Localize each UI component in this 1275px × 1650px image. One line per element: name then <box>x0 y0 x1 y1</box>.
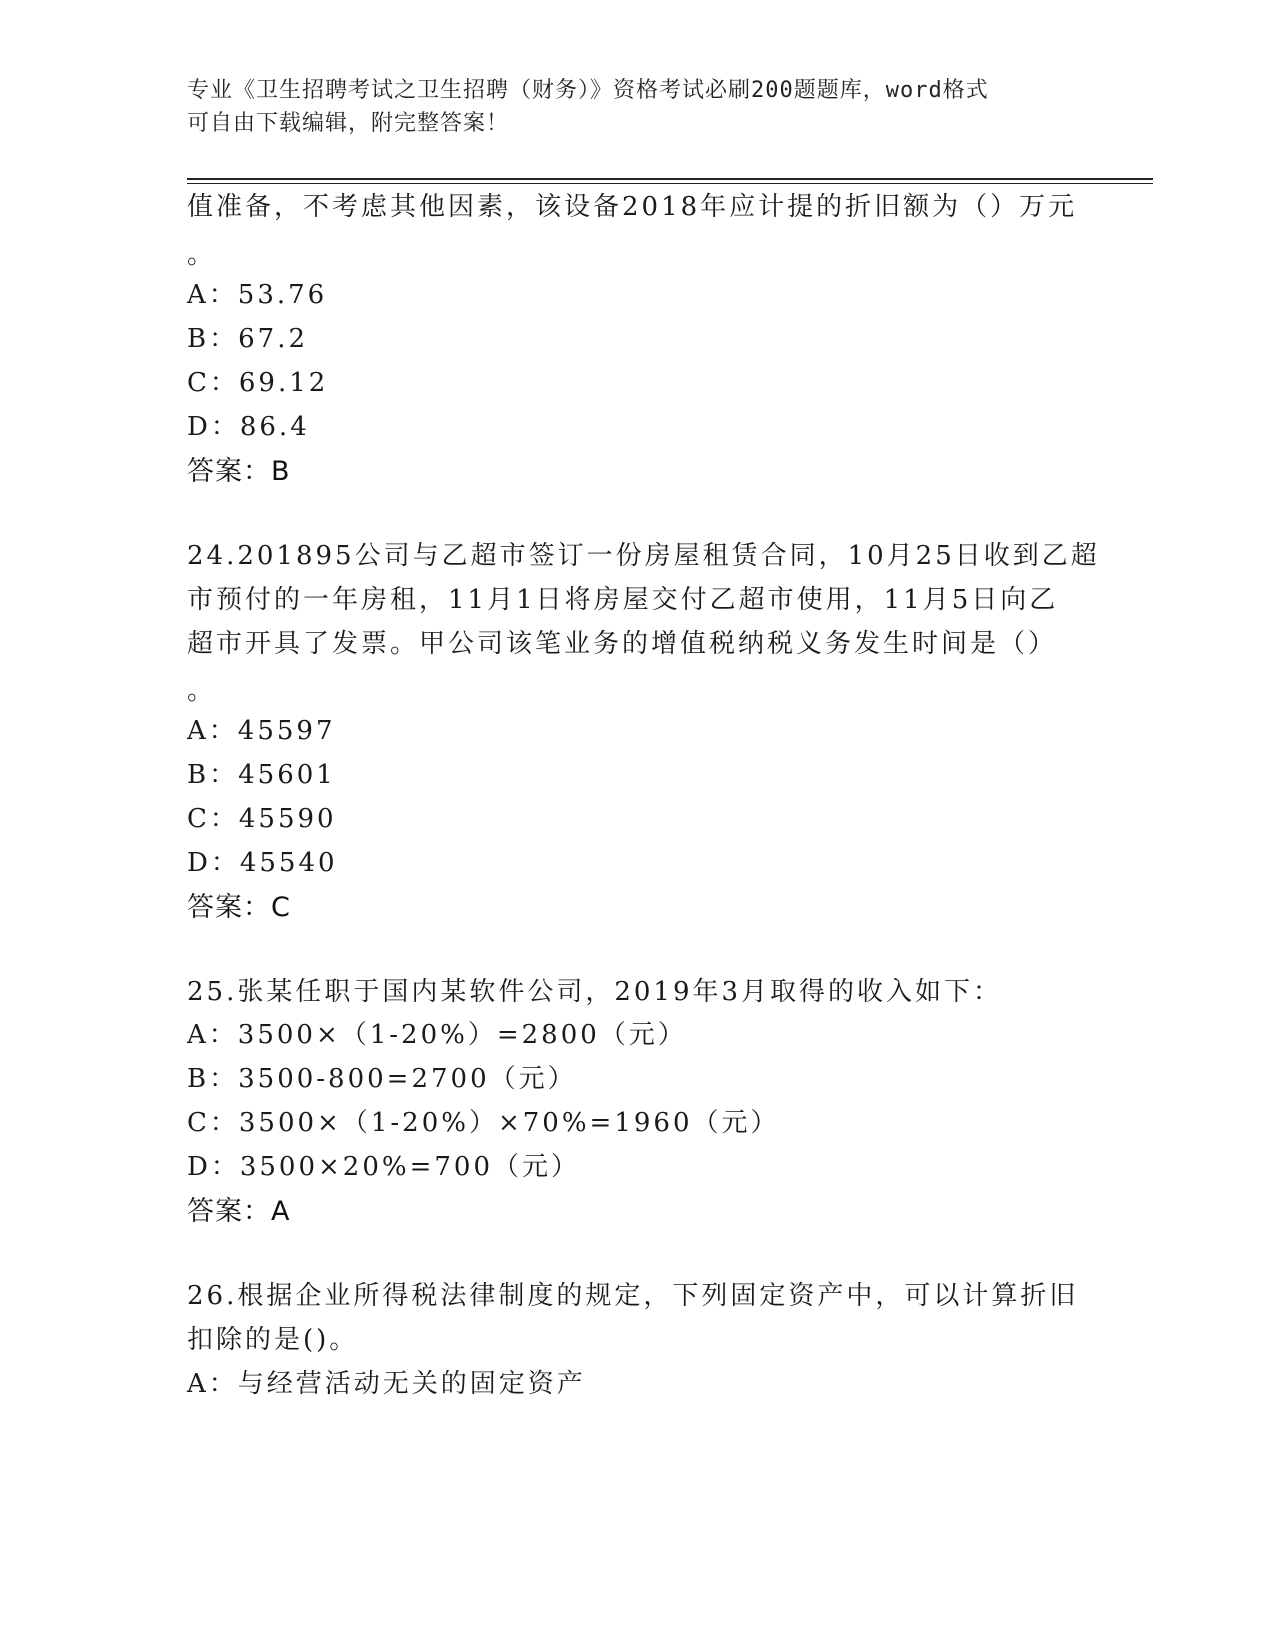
option-b: B：45601 <box>187 760 336 790</box>
question-text-line: 超市开具了发票。甲公司该笔业务的增值税纳税义务发生时间是（） <box>187 629 1058 659</box>
option-d: D：45540 <box>187 848 338 878</box>
question-text-line: 。 <box>187 240 217 270</box>
option-d: D：86.4 <box>187 412 310 442</box>
option-b: B：67.2 <box>187 324 308 354</box>
option-c: C：69.12 <box>187 368 329 398</box>
header-divider-thick <box>187 178 1153 180</box>
option-c: C：45590 <box>187 804 337 834</box>
answer-label: 答案：A <box>187 1196 291 1227</box>
option-b: B：3500-800=2700（元） <box>187 1064 577 1094</box>
answer-label: 答案：B <box>187 456 291 487</box>
header-title-line-1: 专业《卫生招聘考试之卫生招聘（财务）》资格考试必刷200题题库，word格式 <box>187 78 989 103</box>
option-a: A：53.76 <box>187 280 328 310</box>
question-text-line: 26.根据企业所得税法律制度的规定，下列固定资产中，可以计算折旧 <box>187 1281 1079 1311</box>
question-text-line: 24.201895公司与乙超市签订一份房屋租赁合同，10月25日收到乙超 <box>187 541 1100 571</box>
question-text-line: 市预付的一年房租，11月1日将房屋交付乙超市使用，11月5日向乙 <box>187 585 1059 615</box>
header-title-line-2: 可自由下载编辑，附完整答案！ <box>187 111 510 136</box>
option-c: C：3500×（1-20%）×70%=1960（元） <box>187 1108 780 1138</box>
question-text-line: 。 <box>187 676 217 706</box>
option-a: A：与经营活动无关的固定资产 <box>187 1369 586 1399</box>
question-text-line: 扣除的是()。 <box>187 1325 359 1355</box>
question-text-line: 值准备，不考虑其他因素，该设备2018年应计提的折旧额为（）万元 <box>187 192 1078 222</box>
answer-label: 答案：C <box>187 892 291 923</box>
option-d: D：3500×20%=700（元） <box>187 1152 580 1182</box>
option-a: A：45597 <box>187 716 336 746</box>
header-divider-thin <box>187 183 1153 184</box>
page-header <box>187 74 1087 140</box>
question-text-line: 25.张某任职于国内某软件公司，2019年3月取得的收入如下： <box>187 977 1003 1007</box>
option-a: A：3500×（1-20%）=2800（元） <box>187 1020 687 1050</box>
